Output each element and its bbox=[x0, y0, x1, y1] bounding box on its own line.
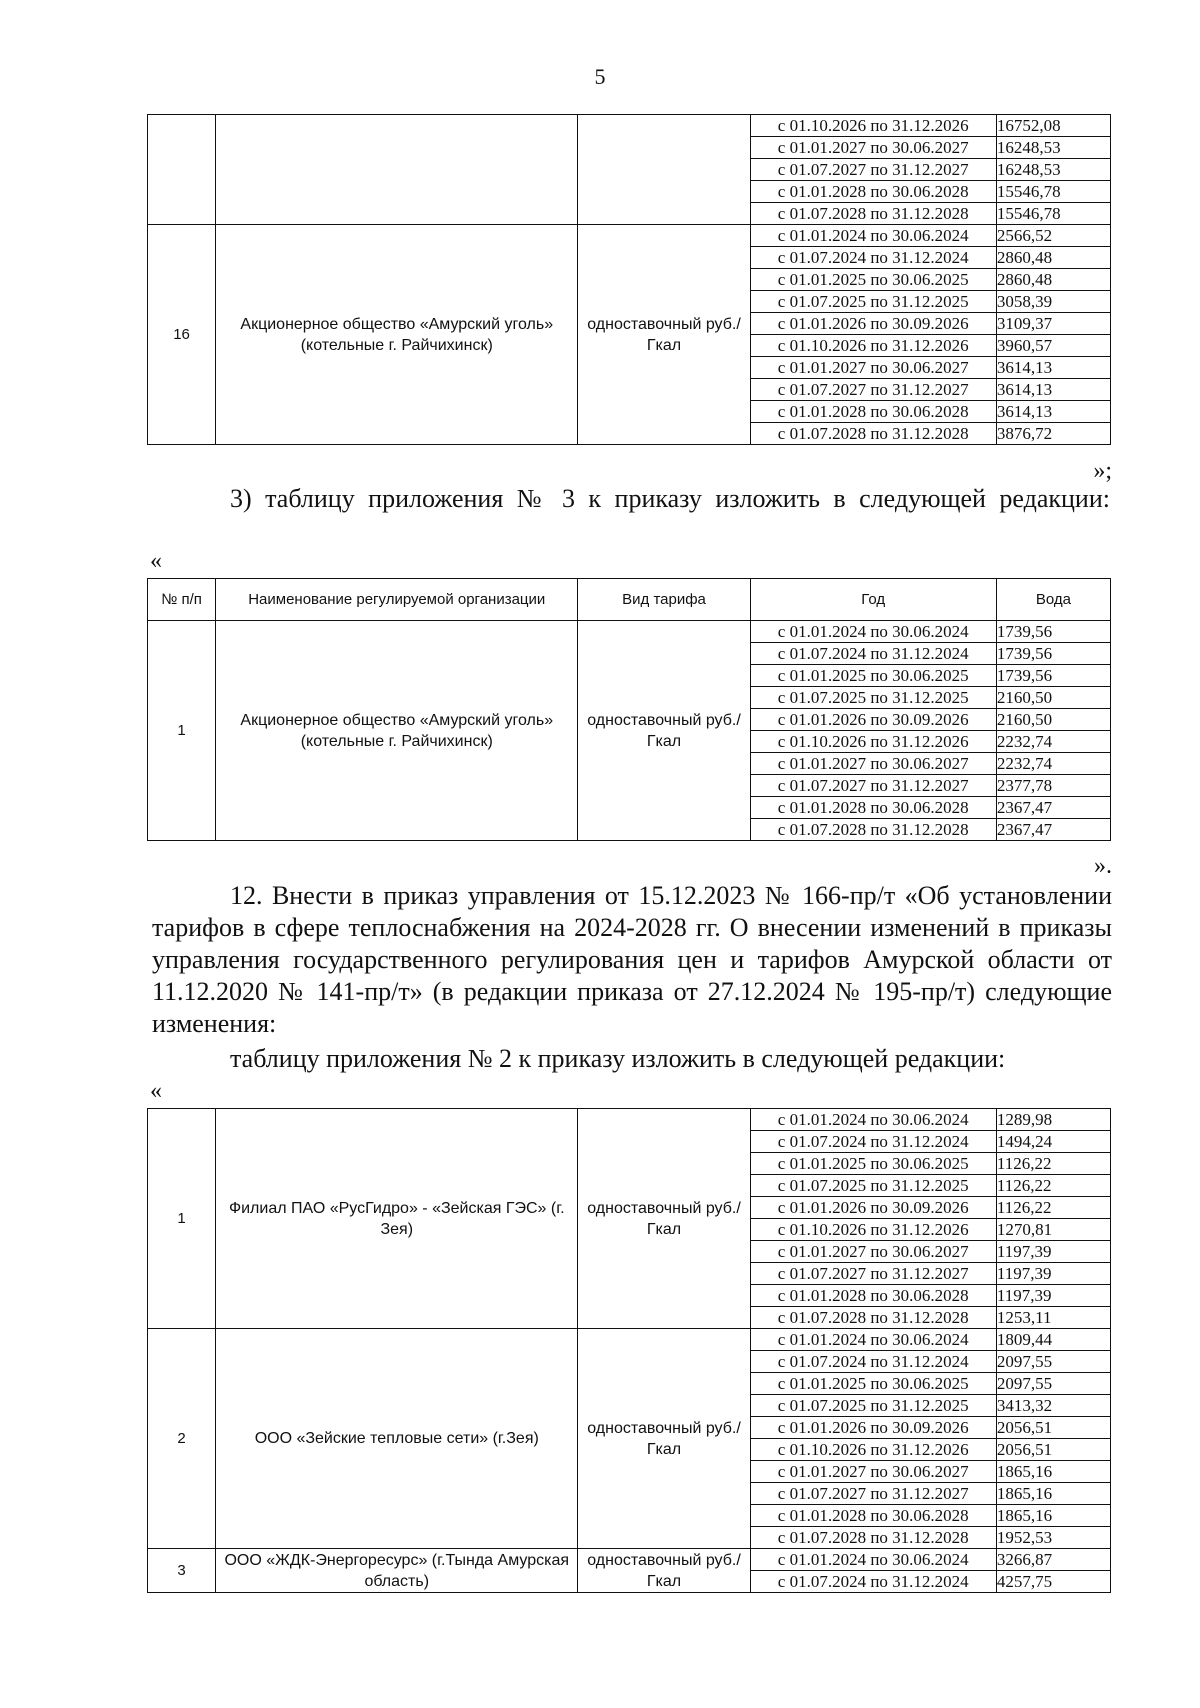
table-row bbox=[148, 621, 1111, 643]
tariff-type: одноставочный руб./Гкал bbox=[578, 225, 750, 445]
header-num: № п/п bbox=[148, 579, 216, 621]
value-cell: 15546,78 bbox=[996, 181, 1110, 203]
value-cell: 2367,47 bbox=[996, 797, 1110, 819]
period-cell: с 01.01.2027 по 30.06.2027 bbox=[750, 1241, 996, 1263]
value-cell: 4257,75 bbox=[996, 1571, 1110, 1593]
organization-name: Акционерное общество «Амурский уголь» (котельные г. Райчихинск) bbox=[216, 225, 578, 445]
value-cell: 1494,24 bbox=[996, 1131, 1110, 1153]
tariff-table-heat bbox=[147, 1108, 1111, 1593]
value-cell: 1739,56 bbox=[996, 665, 1110, 687]
closing-quote: »; bbox=[1093, 458, 1112, 484]
row-number: 16 bbox=[148, 225, 216, 445]
value-cell: 1126,22 bbox=[996, 1153, 1110, 1175]
value-cell: 3614,13 bbox=[996, 357, 1110, 379]
value-cell: 2232,74 bbox=[996, 731, 1110, 753]
value-cell: 1126,22 bbox=[996, 1175, 1110, 1197]
period-cell: с 01.01.2024 по 30.06.2024 bbox=[750, 1329, 996, 1351]
organization-name: Акционерное общество «Амурский уголь» (котельные г. Райчихинск) bbox=[216, 621, 578, 841]
period-cell: с 01.07.2028 по 31.12.2028 bbox=[750, 819, 996, 841]
tariff-type bbox=[578, 115, 750, 225]
period-cell: с 01.01.2025 по 30.06.2025 bbox=[750, 1153, 996, 1175]
value-cell: 3109,37 bbox=[996, 313, 1110, 335]
period-cell: с 01.01.2026 по 30.09.2026 bbox=[750, 709, 996, 731]
tariff-table-water bbox=[147, 578, 1111, 841]
value-cell: 2056,51 bbox=[996, 1417, 1110, 1439]
table-row bbox=[148, 225, 1111, 247]
period-cell: с 01.07.2024 по 31.12.2024 bbox=[750, 643, 996, 665]
value-cell: 3614,13 bbox=[996, 401, 1110, 423]
period-cell: с 01.01.2028 по 30.06.2028 bbox=[750, 401, 996, 423]
organization-name: ООО «ЖДК-Энергоресурс» (г.Тында Амурская область) bbox=[216, 1549, 578, 1593]
value-cell: 2160,50 bbox=[996, 709, 1110, 731]
tariff-table-continuation bbox=[147, 114, 1111, 445]
period-cell: с 01.07.2027 по 31.12.2027 bbox=[750, 1263, 996, 1285]
value-cell: 2367,47 bbox=[996, 819, 1110, 841]
organization-name: ООО «Зейские тепловые сети» (г.Зея) bbox=[216, 1329, 578, 1549]
period-cell: с 01.01.2027 по 30.06.2027 bbox=[750, 753, 996, 775]
organization-name: Филиал ПАО «РусГидро» - «Зейская ГЭС» (г. Зея) bbox=[216, 1109, 578, 1329]
period-cell: с 01.01.2026 по 30.09.2026 bbox=[750, 313, 996, 335]
value-cell: 2377,78 bbox=[996, 775, 1110, 797]
value-cell: 2566,52 bbox=[996, 225, 1110, 247]
period-cell: с 01.01.2028 по 30.06.2028 bbox=[750, 1505, 996, 1527]
value-cell: 3413,32 bbox=[996, 1395, 1110, 1417]
table-row bbox=[148, 1329, 1111, 1351]
value-cell: 1270,81 bbox=[996, 1219, 1110, 1241]
value-cell: 1865,16 bbox=[996, 1461, 1110, 1483]
opening-quote-2: « bbox=[150, 1078, 162, 1104]
period-cell: с 01.01.2025 по 30.06.2025 bbox=[750, 1373, 996, 1395]
period-cell: с 01.07.2028 по 31.12.2028 bbox=[750, 203, 996, 225]
period-cell: с 01.07.2028 по 31.12.2028 bbox=[750, 423, 996, 445]
value-cell: 1253,11 bbox=[996, 1307, 1110, 1329]
period-cell: с 01.07.2027 по 31.12.2027 bbox=[750, 159, 996, 181]
header-water: Вода bbox=[996, 579, 1110, 621]
period-cell: с 01.01.2028 по 30.06.2028 bbox=[750, 1285, 996, 1307]
period-cell: с 01.07.2025 по 31.12.2025 bbox=[750, 1175, 996, 1197]
period-cell: с 01.01.2027 по 30.06.2027 bbox=[750, 1461, 996, 1483]
period-cell: с 01.01.2027 по 30.06.2027 bbox=[750, 137, 996, 159]
value-cell: 2860,48 bbox=[996, 269, 1110, 291]
value-cell: 15546,78 bbox=[996, 203, 1110, 225]
row-number: 2 bbox=[148, 1329, 216, 1549]
row-number: 1 bbox=[148, 1109, 216, 1329]
value-cell: 1865,16 bbox=[996, 1483, 1110, 1505]
value-cell: 1865,16 bbox=[996, 1505, 1110, 1527]
row-number: 1 bbox=[148, 621, 216, 841]
period-cell: с 01.07.2025 по 31.12.2025 bbox=[750, 1395, 996, 1417]
paragraph-item-3-text: 3) таблицу приложения № 3 к приказу изложить в следующей редакции: bbox=[230, 484, 1110, 513]
value-cell: 1739,56 bbox=[996, 621, 1110, 643]
value-cell: 3876,72 bbox=[996, 423, 1110, 445]
period-cell: с 01.01.2024 по 30.06.2024 bbox=[750, 1109, 996, 1131]
period-cell: с 01.07.2024 по 31.12.2024 bbox=[750, 1131, 996, 1153]
value-cell: 2056,51 bbox=[996, 1439, 1110, 1461]
tariff-type: одноставочный руб./Гкал bbox=[578, 1329, 750, 1549]
value-cell: 1739,56 bbox=[996, 643, 1110, 665]
value-cell: 2860,48 bbox=[996, 247, 1110, 269]
value-cell: 1197,39 bbox=[996, 1241, 1110, 1263]
table-row bbox=[148, 115, 1111, 137]
value-cell: 1289,98 bbox=[996, 1109, 1110, 1131]
value-cell: 2232,74 bbox=[996, 753, 1110, 775]
period-cell: с 01.01.2027 по 30.06.2027 bbox=[750, 357, 996, 379]
header-org: Наименование регулируемой организации bbox=[216, 579, 578, 621]
period-cell: с 01.01.2025 по 30.06.2025 bbox=[750, 269, 996, 291]
period-cell: с 01.07.2024 по 31.12.2024 bbox=[750, 1351, 996, 1373]
period-cell: с 01.10.2026 по 31.12.2026 bbox=[750, 1439, 996, 1461]
tariff-type: одноставочный руб./Гкал bbox=[578, 1549, 750, 1593]
table-header-row bbox=[148, 579, 1111, 621]
paragraph-item-12-table: таблицу приложения № 2 к приказу изложить в следующей редакции: bbox=[230, 1044, 1006, 1073]
page-number: 5 bbox=[594, 64, 606, 89]
period-cell: с 01.01.2026 по 30.09.2026 bbox=[750, 1197, 996, 1219]
value-cell: 3058,39 bbox=[996, 291, 1110, 313]
value-cell: 16752,08 bbox=[996, 115, 1110, 137]
value-cell: 1809,44 bbox=[996, 1329, 1110, 1351]
tariff-type: одноставочный руб./Гкал bbox=[578, 621, 750, 841]
value-cell: 3614,13 bbox=[996, 379, 1110, 401]
closing-quote-2: ». bbox=[1094, 853, 1112, 879]
paragraph-item-12: 12. Внести в приказ управления от 15.12.2023 № 166-пр/т «Об установлении тарифов в сфере теплоснабжения на 2024-2028 гг. О внесении изменений в приказы управления государственного регулирования цен и тарифов Амурской области от 11.12.2020 № 141-пр/т» (в редакции приказа от 27.12.2024 № 195-пр/т) следующие изменения: bbox=[152, 881, 1112, 1038]
period-cell: с 01.10.2026 по 31.12.2026 bbox=[750, 115, 996, 137]
period-cell: с 01.10.2026 по 31.12.2026 bbox=[750, 335, 996, 357]
period-cell: с 01.07.2025 по 31.12.2025 bbox=[750, 291, 996, 313]
value-cell: 16248,53 bbox=[996, 159, 1110, 181]
period-cell: с 01.07.2027 по 31.12.2027 bbox=[750, 775, 996, 797]
table-row bbox=[148, 1109, 1111, 1131]
period-cell: с 01.10.2026 по 31.12.2026 bbox=[750, 1219, 996, 1241]
period-cell: с 01.01.2024 по 30.06.2024 bbox=[750, 1549, 996, 1571]
header-kind: Вид тарифа bbox=[578, 579, 750, 621]
header-year: Год bbox=[750, 579, 996, 621]
period-cell: с 01.01.2028 по 30.06.2028 bbox=[750, 797, 996, 819]
period-cell: с 01.01.2024 по 30.06.2024 bbox=[750, 225, 996, 247]
row-number bbox=[148, 115, 216, 225]
value-cell: 1197,39 bbox=[996, 1285, 1110, 1307]
value-cell: 2097,55 bbox=[996, 1373, 1110, 1395]
period-cell: с 01.10.2026 по 31.12.2026 bbox=[750, 731, 996, 753]
tariff-type: одноставочный руб./Гкал bbox=[578, 1109, 750, 1329]
period-cell: с 01.07.2024 по 31.12.2024 bbox=[750, 247, 996, 269]
period-cell: с 01.07.2028 по 31.12.2028 bbox=[750, 1307, 996, 1329]
value-cell: 2097,55 bbox=[996, 1351, 1110, 1373]
table-row bbox=[148, 1549, 1111, 1571]
opening-quote: « bbox=[150, 548, 162, 574]
period-cell: с 01.07.2027 по 31.12.2027 bbox=[750, 1483, 996, 1505]
period-cell: с 01.01.2024 по 30.06.2024 bbox=[750, 621, 996, 643]
period-cell: с 01.07.2027 по 31.12.2027 bbox=[750, 379, 996, 401]
value-cell: 1197,39 bbox=[996, 1263, 1110, 1285]
period-cell: с 01.07.2025 по 31.12.2025 bbox=[750, 687, 996, 709]
value-cell: 1126,22 bbox=[996, 1197, 1110, 1219]
period-cell: с 01.07.2024 по 31.12.2024 bbox=[750, 1571, 996, 1593]
period-cell: с 01.01.2026 по 30.09.2026 bbox=[750, 1417, 996, 1439]
period-cell: с 01.01.2025 по 30.06.2025 bbox=[750, 665, 996, 687]
value-cell: 1952,53 bbox=[996, 1527, 1110, 1549]
period-cell: с 01.01.2028 по 30.06.2028 bbox=[750, 181, 996, 203]
value-cell: 2160,50 bbox=[996, 687, 1110, 709]
period-cell: с 01.07.2028 по 31.12.2028 bbox=[750, 1527, 996, 1549]
value-cell: 16248,53 bbox=[996, 137, 1110, 159]
value-cell: 3960,57 bbox=[996, 335, 1110, 357]
organization-name bbox=[216, 115, 578, 225]
value-cell: 3266,87 bbox=[996, 1549, 1110, 1571]
paragraph-item-3 bbox=[152, 483, 1110, 515]
row-number: 3 bbox=[148, 1549, 216, 1593]
